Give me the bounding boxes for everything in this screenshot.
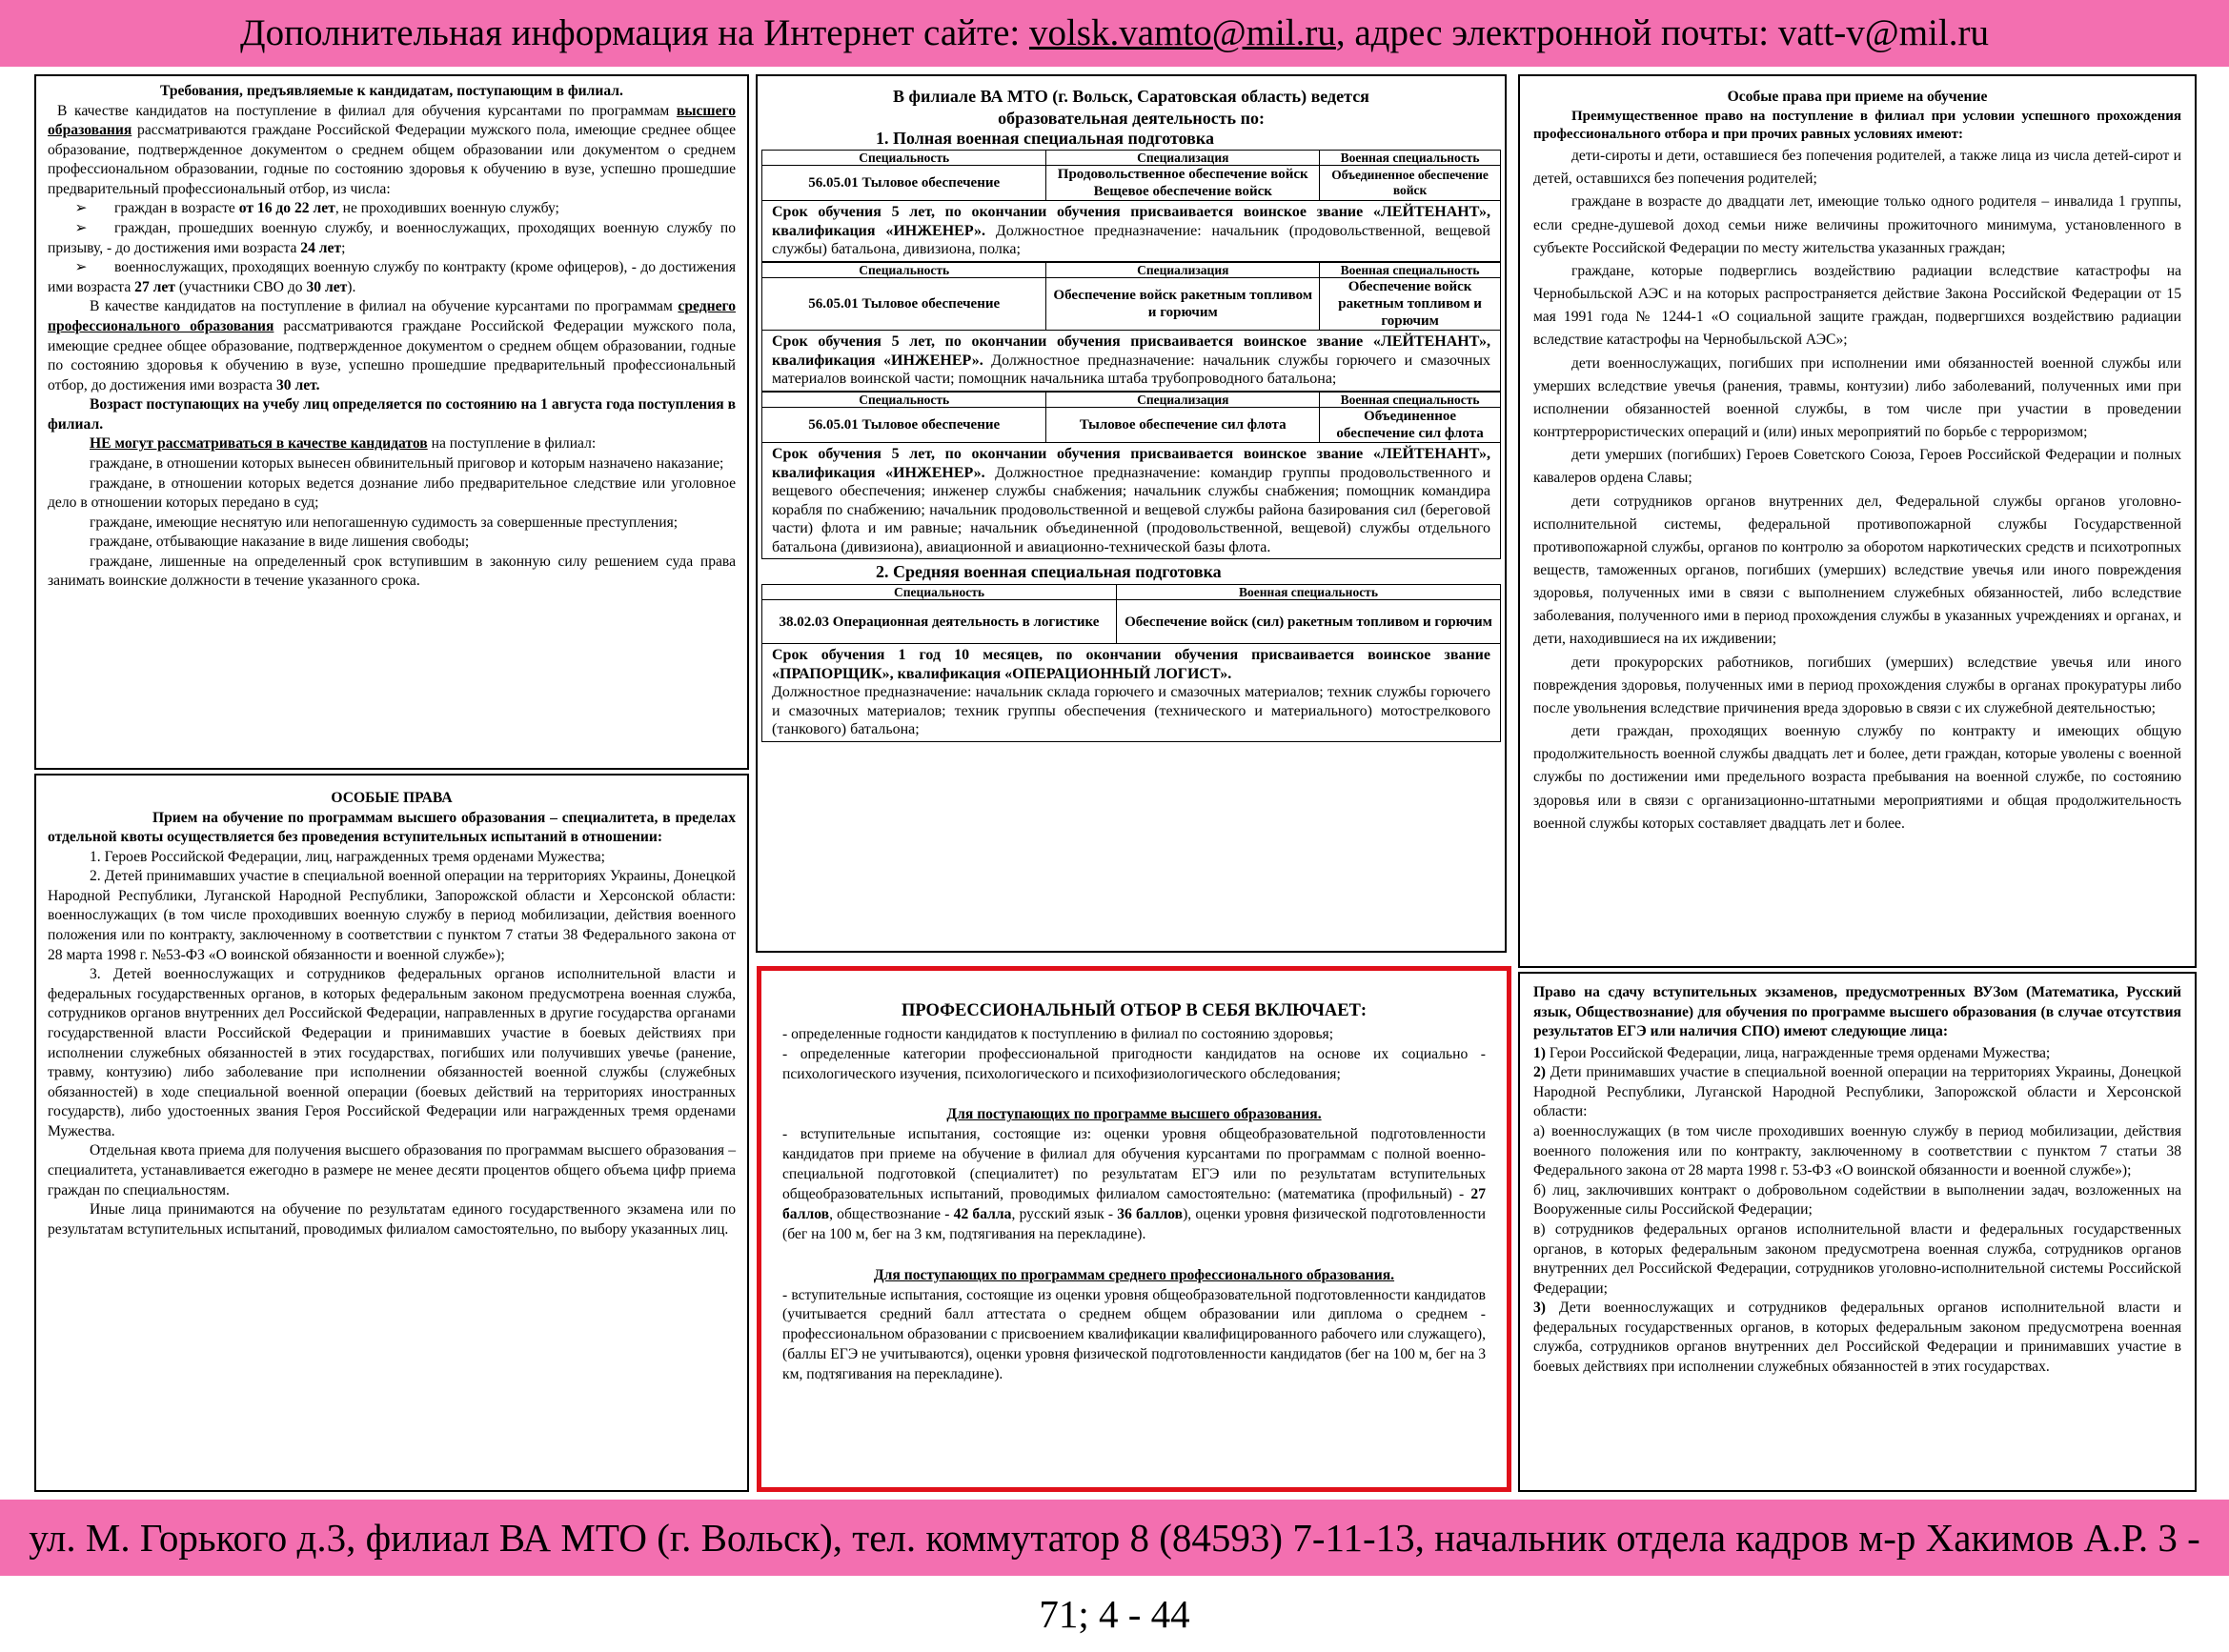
specialization: Продовольственное обеспечение войск Вещевое обеспечение войск (1046, 166, 1320, 201)
specialty-code: 56.05.01 Тыловое обеспечение (762, 408, 1046, 443)
specialty-code: 56.05.01 Тыловое обеспечение (762, 278, 1046, 331)
priority-item: дети прокурорских работников, погибших (умерших) вследствие увечья или иного повреждения здоровья, полученных ими в период прохождения службы в органах прокуратуры либо после увольнения вследствие причинения вреда здоровью в связи с их служебной деятельностью; (1533, 654, 2181, 716)
special-rights-item: 3. Детей военнослужащих и сотрудников федеральных органов исполнительной власти и федеральных государственных органов, в которых федеральным законом предусмотрена военная служба, сотрудников органов внутренних дел Российской Федерации, направленных в другие государства органами государственной власти Российской Федерации и принимавших участие в боевых действиях при исполнении служебных обязанностей в этих государствах, погибших или получивших увечье (ранение, травму, контузию) либо заболевание при исполнении обязанностей военной службы (служебных обязанностей) в ходе специальной военной операции (боевых действий на территориях иностранных государств), либо удостоенных звания Героя Российской Федерации или награжденных тремя орденами Мужества. (48, 966, 736, 1139)
priority-item: дети военнослужащих, погибших при исполнении ими обязанностей военной службы или умерших вследствие увечья (ранения, травмы, контузии) либо заболеваний, полученных ими при исполнении обязанностей военной службы, в том числе при участии в проведении контртеррористических операций и (или) иных мероприятий по борьбе с терроризмом; (1533, 354, 2181, 441)
special-rights-others: Иные лица принимаются на обучение по результатам единого государственного экзамена или по результатам вступительных испытаний, проводимых филиалом самостоятельно, по выбору указанных лиц. (48, 1201, 736, 1238)
selection-higher-text: - вступительные испытания, состоящие из: оценки уровня общеобразовательной подготовленности кандидатов при приеме на обучение в филиал для обучения курсантами по программам с полной военно-специальной подготовкой (специалитет) по результатам ЕГЭ или по результатам вступительных общеобразовательных испытаний, проводимых филиалом самостоятельно: (математика (профильный) - 27 баллов, обществознание - 42 балла, русский язык - 36 баллов), оценки уровня физической подготовленности (бег на 100 м, бег на 3 км, подтягивания на перекладине). (782, 1126, 1486, 1242)
column-header-specialty: Специальность (762, 584, 1117, 600)
selection-title: ПРОФЕССИОНАЛЬНЫЙ ОТБОР В СЕБЯ ВКЛЮЧАЕТ: (901, 1001, 1368, 1020)
selection-item: - определенные категории профессиональной пригодности кандидатов на основе их социально - психологического изучения, психологического и психофизиологического обследования; (782, 1045, 1486, 1082)
column-header-military-specialty: Военная специальность (1320, 150, 1501, 166)
column-header-specialty: Специальность (762, 262, 1046, 278)
activity-panel (756, 74, 1507, 953)
specialty-table (761, 262, 1501, 332)
spo-table (761, 584, 1501, 645)
exam-right-item-3: 3) Дети военнослужащих и сотрудников федеральных органов исполнительной власти и федеральных государственных органов, в которых федеральным законом предусмотрена военная служба, сотрудников органов внутренних дел Российской Федерации и принимавших участие в боевых действиях при исполнении служебных обязанностей в этих государствах. (1533, 1299, 2181, 1375)
exam-right-sub-c: в) сотрудников федеральных органов исполнительной власти и федеральных государственных органов, в которых федеральным законом предусмотрена военная служба, сотрудников органов внутренних дел Российской Федерации, сотрудников уголовно-исполнительной системы Российской Федерации; (1533, 1220, 2181, 1297)
priority-item: дети сотрудников органов внутренних дел, Федеральной службы органов уголовно-исполнительной системы, федеральной противопожарной службы Государственной противопожарной службы, органов по контролю за оборотом наркотических средств и психотропных веществ, таможенных органов, погибших (умерших) вследствие увечья или иного повреждения здоровья, полученных ими в связи с выполнением служебных обязанностей, либо вследствие заболевания, полученного ими в период прохождения службы в указанных учреждениях и органах, и дети, находившиеся на их иждивении; (1533, 493, 2181, 648)
military-specialty: Объединенное обеспечение войск (1320, 166, 1501, 201)
specialty-rows (761, 150, 1501, 560)
exclusion-item: граждане, отбывающие наказание в виде лишения свободы; (90, 534, 470, 551)
exclusion-item: граждане, имеющие неснятую или непогашенную судимость за совершенные преступления; (90, 514, 679, 531)
priority-intro: Преимущественное право на поступление в филиал при условии успешного прохождения профессионального отбора и при прочих равных условиях имеют: (1533, 108, 2181, 143)
selection-item: - определенные годности кандидатов к поступлению в филиал по состоянию здоровья; (782, 1025, 1334, 1042)
specialization: Тыловое обеспечение сил флота (1046, 408, 1320, 443)
specialty-table (761, 150, 1501, 202)
header-banner (0, 0, 2229, 67)
spo-term: Срок обучения 1 год 10 месяцев, по окончании обучения присваивается воинское звание «ПРАПОРЩИК», квалификация «ОПЕРАЦИОННЫЙ ЛОГИСТ». Должностное предназначение: начальник склада горючего и смазочных материалов; техник службы горючего и смазочных материалов; техник группы обеспечения (технического и материального) мотострелкового (танкового) батальона; (761, 644, 1501, 742)
section-secondary-training: 2. Средняя военная специальная подготовка (876, 562, 1222, 582)
priority-list (1533, 145, 2181, 836)
priority-title: Особые права при приеме на обучение (1727, 89, 1988, 105)
priority-item: дети-сироты и дети, оставшиеся без попечения родителей, а также лица из числа детей-сирот и детей, оставшихся без попечения родителей; (1533, 148, 2181, 188)
specialty-term: Срок обучения 5 лет, по окончании обучения присваивается воинское звание «ЛЕЙТЕНАНТ», квалификация «ИНЖЕНЕР». Должностное предназначение: начальник (продовольственной, вещевой службы) батальона, дивизиона, полка; (761, 201, 1501, 262)
column-header-specialization: Специализация (1046, 392, 1320, 408)
website-link[interactable]: volsk.vamto@mil.ru (1028, 12, 1336, 53)
specialty-term: Срок обучения 5 лет, по окончании обучения присваивается воинское звание «ЛЕЙТЕНАНТ», квалификация «ИНЖЕНЕР». Должностное предназначение: начальник службы горючего и смазочных материалов воинской части; помощник начальника штаба трубопроводного батальона; (761, 331, 1501, 392)
military-specialty: Объединенное обеспечение сил флота (1320, 408, 1501, 443)
specialty-code: 56.05.01 Тыловое обеспечение (762, 166, 1046, 201)
special-rights-title: ОСОБЫЕ ПРАВА (331, 790, 453, 806)
exclusion-item: граждане, лишенные на определенный срок вступившим в законную силу решением суда права занимать воинские должности в течение указанного срока. (48, 553, 736, 590)
exclusion-item: граждане, в отношении которых ведется дознание либо предварительное следствие или уголовное дело в отношении которых передано в суд; (48, 474, 736, 512)
footer-address: ул. М. Горького д.3, филиал ВА МТО (г. Вольск), тел. коммутатор 8 (84593) 7-11-13, начальник отдела кадров м-р Хакимов А.Р. 3 - 71; 4 - 44 (29, 1516, 2200, 1636)
exclusion-item: граждане, в отношении которых вынесен обвинительный приговор и которым назначено наказание; (90, 454, 724, 472)
specialty-term: Срок обучения 5 лет, по окончании обучения присваивается воинское звание «ЛЕЙТЕНАНТ», квалификация «ИНЖЕНЕР». Должностное предназначение: командир группы продовольственного и вещевого обеспечения; инженер службы снабжения; начальник службы снабжения; помощник командира корабля по снабжению; начальник продовольственной и вещевой службы района базирования сил (береговой части) флота и им равные; начальник объединенной (продовольственной, вещевой) службы отдельного батальона (дивизиона), авиационной и авиационно-технической базы флота. (761, 443, 1501, 559)
requirements-exclusions-intro: НЕ могут рассматриваться в качестве кандидатов на поступление в филиал: (90, 435, 597, 453)
section-full-training: 1. Полная военная специальная подготовка (876, 129, 1214, 148)
specialization: Обеспечение войск ракетным топливом и горючим (1046, 278, 1320, 331)
requirements-age-note: Возраст поступающих на учебу лиц определяется по состоянию на 1 августа года поступления в филиал. (48, 396, 736, 433)
selection-spo-heading: Для поступающих по программам среднего профессионального образования. (873, 1266, 1395, 1283)
column-header-military-specialty: Военная специальность (1320, 262, 1501, 278)
military-specialty: Обеспечение войск ракетным топливом и горючим (1320, 278, 1501, 331)
exam-right-sub-a: а) военнослужащих (в том числе проходивших военную службу в период мобилизации, действия военного положения или по контракту, заключенному в соответствии с пунктом 7 статьи 38 Федерального закона от 28 марта 1998 г. 53-ФЗ «О воинской обязанности и военной службе»); (1533, 1123, 2181, 1179)
header-prefix: Дополнительная информация на Интернет сайте: (240, 12, 1029, 53)
header-middle: , адрес электронной почты: (1335, 12, 1778, 53)
selection-panel (757, 966, 1511, 1492)
exam-right-item-2: 2) Дети принимавших участие в специальной военной операции на территориях Украины, Донецкой Народной Республики, Луганской Народной Республики, Запорожской области и Херсонской области: (1533, 1064, 2181, 1120)
email-address[interactable]: vatt-v@mil.ru (1777, 12, 1989, 53)
specialty-table (761, 392, 1501, 444)
selection-spo-text: - вступительные испытания, состоящие из оценки уровня общеобразовательной подготовленности кандидатов (учитывается средний балл аттестата о среднем общем образовании или диплома о среднем - профессиональном образовании с присвоением квалификации квалифицированного рабочего или служащего), (баллы ЕГЭ не учитываются), оценки уровня физической подготовленности кандидатов (бег на 100 м, бег на 3 км, подтягивания на перекладине). (782, 1286, 1486, 1383)
special-rights-item: 2. Детей принимавших участие в специальной военной операции на территориях Украины, Донецкой Народной Республики, Луганской Народной Республики, Запорожской области и Херсонской области: военнослужащих (в том числе проходивших военную службу в период мобилизации, действия военного положения или по контракту, заключенному в соответствии с пунктом 7 статьи 38 Федерального закона от 28 марта 1998 г. №53-ФЗ «О воинской обязанности и военной службе»); (48, 868, 736, 963)
column-header-military-specialty: Военная специальность (1320, 392, 1501, 408)
activity-subtitle: образовательная деятельность по: (998, 108, 1265, 128)
exam-right-item-1: 1) Герои Российской Федерации, лица, награжденные тремя орденами Мужества; (1533, 1044, 2051, 1061)
special-rights-intro: Прием на обучение по программам высшего образования – специалитета, в пределах отдельной квоты осуществляется без проведения вступительных испытаний в отношении: (48, 809, 736, 846)
spo-military-specialty: Обеспечение войск (сил) ракетным топливом и горючим (1117, 600, 1501, 644)
footer-banner (0, 1500, 2229, 1636)
requirements-p2: В качестве кандидатов на поступление в филиал на обучение курсантами по программам среднего профессионального образования рассматриваются граждане Российской Федерации мужского пола, имеющие среднее общее образование, подтвержденное документом о среднем общем образовании, годные по состоянию здоровья к обучению в вузе, успешно прошедшие предварительный профессиональный отбор, до достижения ими возраста 30 лет. (48, 298, 736, 393)
priority-item: граждане, которые подверглись воздействию радиации вследствие катастрофы на Чернобыльской АЭС и на которых распространяется действие Закона Российской Федерации от 15 мая 1991 года № 1244-1 «О социальной защите граждан, подвергшихся воздействию радиации вследствие катастрофы на Чернобыльской АЭС»; (1533, 262, 2181, 349)
selection-higher-heading: Для поступающих по программе высшего образования. (946, 1106, 1322, 1123)
requirements-bullet-2: ➢ граждан, прошедших военную службу, и военнослужащих, проходящих военную службу по призыву, - до достижения ими возраста 24 лет; (48, 220, 736, 256)
activity-title: В филиале ВА МТО (г. Вольск, Саратовская область) ведется (893, 87, 1369, 106)
requirements-bullet-1: ➢ граждан в возрасте от 16 до 22 лет, не проходивших военную службу; (74, 200, 559, 217)
column-header-military-specialty: Военная специальность (1117, 584, 1501, 600)
priority-panel (1518, 74, 2197, 968)
requirements-p1: В качестве кандидатов на поступление в филиал для обучения курсантами по программам высшего образования рассматриваются граждане Российской Федерации мужского пола, имеющие среднее общее образование, подтвержденное документом о среднем общем образовании или документом о среднем профессиональном образовании, годные по состоянию здоровья к обучению в вузе, успешно прошедшие предварительный профессиональный отбор, из числа: (48, 102, 736, 197)
column-header-specialization: Специализация (1046, 150, 1320, 166)
priority-item: граждане в возрасте до двадцати лет, имеющие только одного родителя – инвалида 1 группы, если средне-душевой доход семьи ниже величины прожиточного минимума, установленного в субъекте Российской Федерации по месту жительства указанных граждан; (1533, 193, 2181, 256)
requirements-bullet-3: ➢ военнослужащих, проходящих военную службу по контракту (кроме офицеров), - до достижения ими возраста 27 лет (участники СВО до 30 лет). (48, 259, 736, 295)
priority-item: дети граждан, проходящих военную службу по контракту и имеющих общую продолжительность военной службы двадцать лет и более, дети граждан, которые уволены с военной службы по достижении ими предельного возраста пребывания на военной службе, по состоянию здоровья или в связи с организационно-штатными мероприятиями и общая продолжительность военной службы которых составляет двадцать лет и более. (1533, 723, 2181, 832)
special-rights-panel (34, 774, 749, 1492)
exam-right-intro: Право на сдачу вступительных экзаменов, предусмотренных ВУЗом (Математика, Русский язык, Обществознание) для обучения по программе высшего образования (в случае отсутствия результатов ЕГЭ или наличия СПО) имеют следующие лица: (1533, 984, 2181, 1040)
priority-item: дети умерших (погибших) Героев Советского Союза, Героев Российской Федерации и полных кавалеров ордена Славы; (1533, 447, 2181, 487)
exam-right-sub-b: б) лиц, заключивших контракт о добровольном содействии в выполнении задач, возложенных на Вооруженные силы Российской Федерации; (1533, 1181, 2181, 1219)
special-rights-quota: Отдельная квота приема для получения высшего образования по программам высшего образования – специалитета, устанавливается ежегодно в размере не менее десяти процентов общего объема цифр приема граждан по специальностям. (48, 1142, 736, 1199)
column-header-specialty: Специальность (762, 392, 1046, 408)
requirements-panel (34, 74, 749, 770)
spo-specialty: 38.02.03 Операционная деятельность в логистике (762, 600, 1117, 644)
column-header-specialization: Специализация (1046, 262, 1320, 278)
special-rights-item: 1. Героев Российской Федерации, лиц, награжденных тремя орденами Мужества; (90, 848, 606, 865)
column-header-specialty: Специальность (762, 150, 1046, 166)
requirements-title: Требования, предъявляемые к кандидатам, поступающим в филиал. (160, 83, 623, 99)
exam-right-panel (1518, 972, 2197, 1492)
